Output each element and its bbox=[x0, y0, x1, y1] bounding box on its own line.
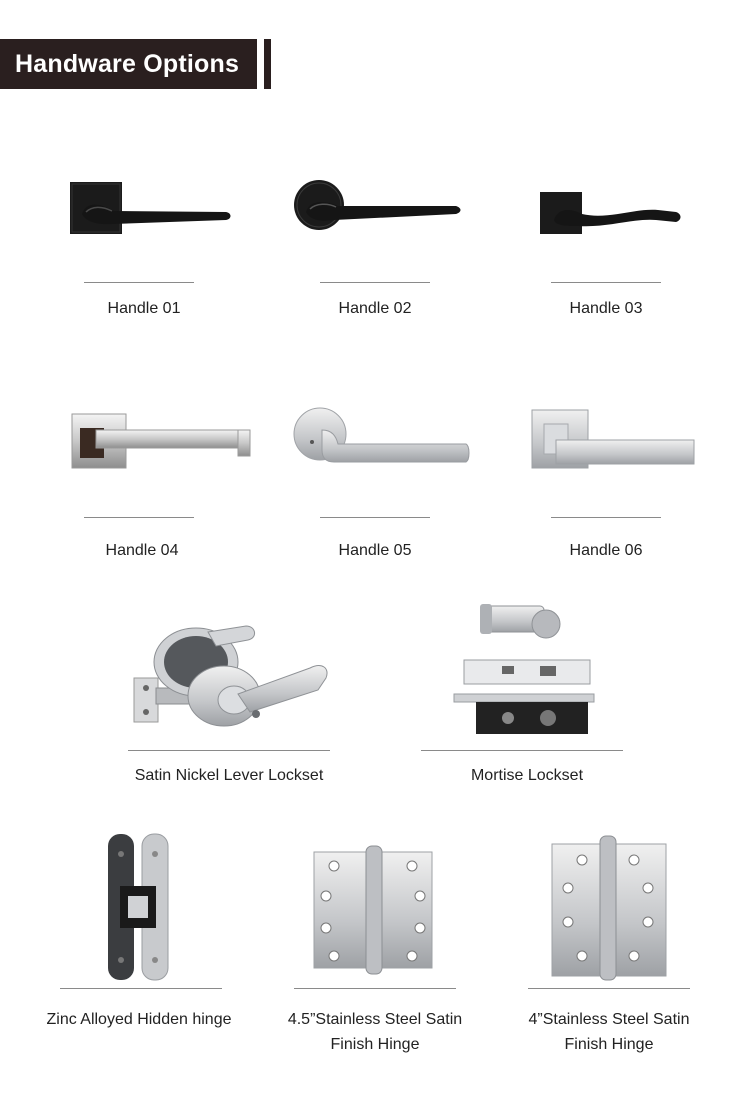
satin-round-lever-icon bbox=[292, 406, 472, 470]
divider bbox=[84, 517, 194, 518]
black-curved-lever-icon bbox=[538, 190, 684, 238]
product-label: Satin Nickel Lever Lockset bbox=[134, 767, 324, 784]
product-label-line1: 4.5”Stainless Steel Satin bbox=[287, 1011, 463, 1028]
product-label: Handle 04 bbox=[105, 542, 179, 559]
product-label: Handle 02 bbox=[338, 300, 412, 317]
product-label: Handle 01 bbox=[107, 300, 181, 317]
section-title: Handware Options bbox=[0, 39, 257, 89]
divider bbox=[551, 282, 661, 283]
lever-lockset-icon bbox=[126, 616, 332, 732]
divider bbox=[294, 988, 456, 989]
product-label bbox=[488, 1007, 730, 1057]
product-label-line2: Finish Hinge bbox=[330, 1036, 420, 1053]
butt-hinge-icon bbox=[312, 846, 436, 976]
hidden-hinge-icon bbox=[106, 832, 170, 982]
divider bbox=[551, 517, 661, 518]
divider bbox=[320, 517, 430, 518]
divider bbox=[528, 988, 690, 989]
divider bbox=[128, 750, 330, 751]
chrome-square-lever-icon bbox=[70, 410, 254, 470]
product-label-line1: 4”Stainless Steel Satin bbox=[528, 1011, 690, 1028]
product-label: Handle 03 bbox=[569, 300, 643, 317]
product-label bbox=[20, 1007, 258, 1032]
title-accent-bar bbox=[264, 39, 271, 89]
product-label: Handle 06 bbox=[569, 542, 643, 559]
black-round-rose-lever-icon bbox=[292, 178, 464, 234]
divider bbox=[421, 750, 623, 751]
product-label: Mortise Lockset bbox=[470, 767, 584, 784]
black-square-rose-lever-icon bbox=[68, 180, 234, 236]
mortise-lockset-icon bbox=[450, 600, 600, 736]
divider bbox=[60, 988, 222, 989]
product-label bbox=[254, 1007, 496, 1057]
product-label: Handle 05 bbox=[338, 542, 412, 559]
satin-square-lever-icon bbox=[530, 408, 696, 472]
product-label-line1: Zinc Alloyed Hidden hinge bbox=[46, 1011, 232, 1028]
butt-hinge-small-icon bbox=[550, 836, 668, 980]
product-label-line2: Finish Hinge bbox=[564, 1036, 654, 1053]
divider bbox=[320, 282, 430, 283]
divider bbox=[84, 282, 194, 283]
